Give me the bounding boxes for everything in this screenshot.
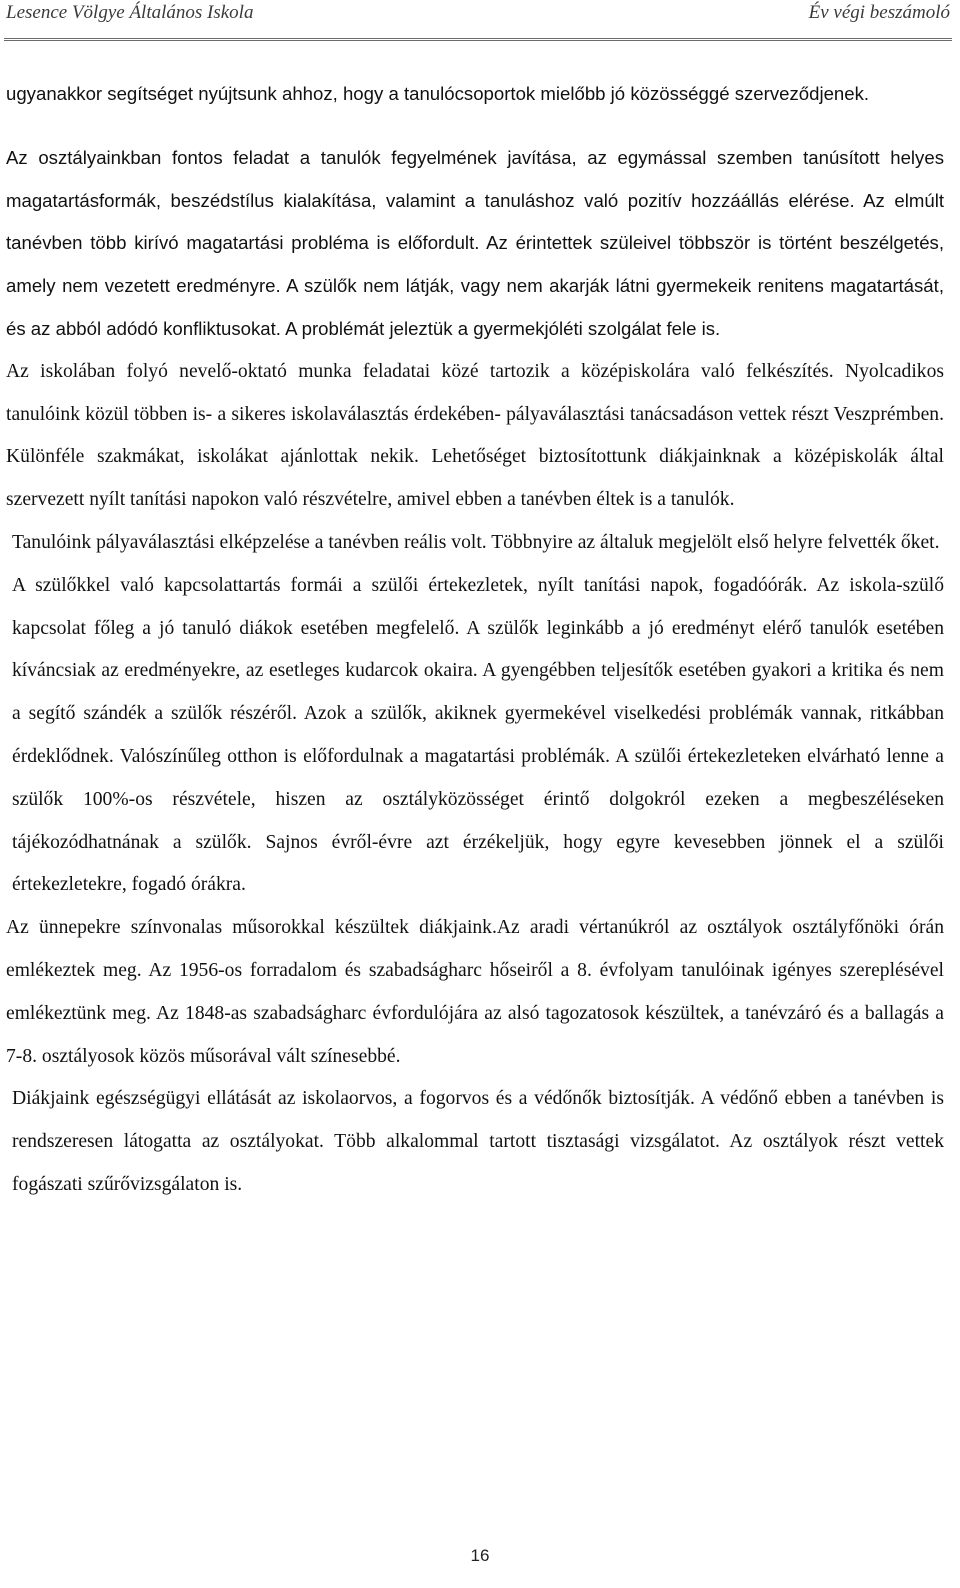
paragraph-parents: A szülőkkel való kapcsolattartás formái a szülői értekezletek, nyílt tanítási napok, fogadóórák. Az iskola-szülő kapcsolat főleg a jó tanuló diákok esetében megfelelő. A szülők leginkább a jó eredményt elérő tanulók esetében kíváncsiak az eredményekre, az esetleges kudarcok okaira. A gyengébben teljesítők esetében gyakori a kritika és nem a segítő szándék a szülők részéről. Azok a szülők, akiknek gyermekével viselkedési problémák vannak, ritkábban érdeklődnek. Valószínűleg otthon is előfordulnak a magatartási problémák. A szülői értekezleteken elvárható lenne a szülők 100%-os részvétele, hiszen az osztályközösséget érintő dolgokról ezeken a megbeszéléseken tájékozódhatnának a szülők. Sajnos évről-évre azt érzékeljük, hogy egyre kevesebben jönnek el a szülői értekezletekre, fogadó órákra. xyxy=(12,574,944,896)
paragraph-career-prep: Az iskolában folyó nevelő-oktató munka feladatai közé tartozik a középiskolára való felkészítés. Nyolcadikos tanulóink közül többen is- a sikeres iskolaválasztás érdekében- pályaválasztási tanácsadáson vettek részt Veszprémben. Különféle szakmákat, iskolákat ajánlottak nekik. Lehetőséget biztosítottunk diákjainknak a középiskolák által szervezett nyílt tanítási napokon való részvételre, amivel ebben a tanévben éltek is a tanulók. xyxy=(6,360,944,511)
paragraph-celebrations: Az ünnepekre színvonalas műsorokkal készültek diákjaink.Az aradi vértanúkról az osztályok osztályfőnöki órán emlékeztek meg. Az 1956-os forradalom és szabadságharc hőseiről a 8. évfolyam tanulóinak igényes szereplésével emlékeztünk meg. Az 1848-as szabadságharc évfordulójára az alsó tagozatosok készültek, a tanévzáró és a ballagás a 7-8. osztályosok közös műsorával vált színesebbé. xyxy=(6,917,944,1067)
paragraph-community: ugyanakkor segítséget nyújtsunk ahhoz, hogy a tanulócsoportok mielőbb jó közösséggé szerveződjenek. xyxy=(6,83,870,104)
page-number: 16 xyxy=(470,1546,490,1565)
header-divider xyxy=(4,38,952,41)
paragraph-health: Diákjaink egészségügyi ellátását az iskolaorvos, a fogorvos és a védőnők biztosítják. A védőnő ebben a tanévben is rendszeresen látogatta az osztályokat. Több alkalommal tartott tisztasági vizsgálatot. Az osztályok részt vettek fogászati szűrővizsgálaton is. xyxy=(12,1088,944,1195)
paragraph-discipline: Az osztályainkban fontos feladat a tanulók fegyelmének javítása, az egymással szemben tanúsított helyes magatartásformák, beszédstílus kialakítása, valamint a tanuláshoz való pozitív hozzáállás elérése. Az elmúlt tanévben több kirívó magatartási probléma is előfordult. Az érintettek szüleivel többször is történt beszélgetés, amely nem vezetett eredményre. A szülők nem látják, vagy nem akarják látni gyermekeik renitens magatartását, és az abból adódó konfliktusokat. A problémát jeleztük a gyermekjóléti szolgálat fele is. xyxy=(6,146,944,339)
header-school-name: Lesence Völgye Általános Iskola xyxy=(6,2,254,23)
header-report-title: Év végi beszámoló xyxy=(808,2,950,23)
page-header xyxy=(6,0,950,42)
paragraph-career-choice: Tanulóink pályaválasztási elképzelése a tanévben reális volt. Többnyire az általuk megjelölt első helyre felvették őket. xyxy=(12,531,940,553)
document-body xyxy=(6,73,944,1207)
